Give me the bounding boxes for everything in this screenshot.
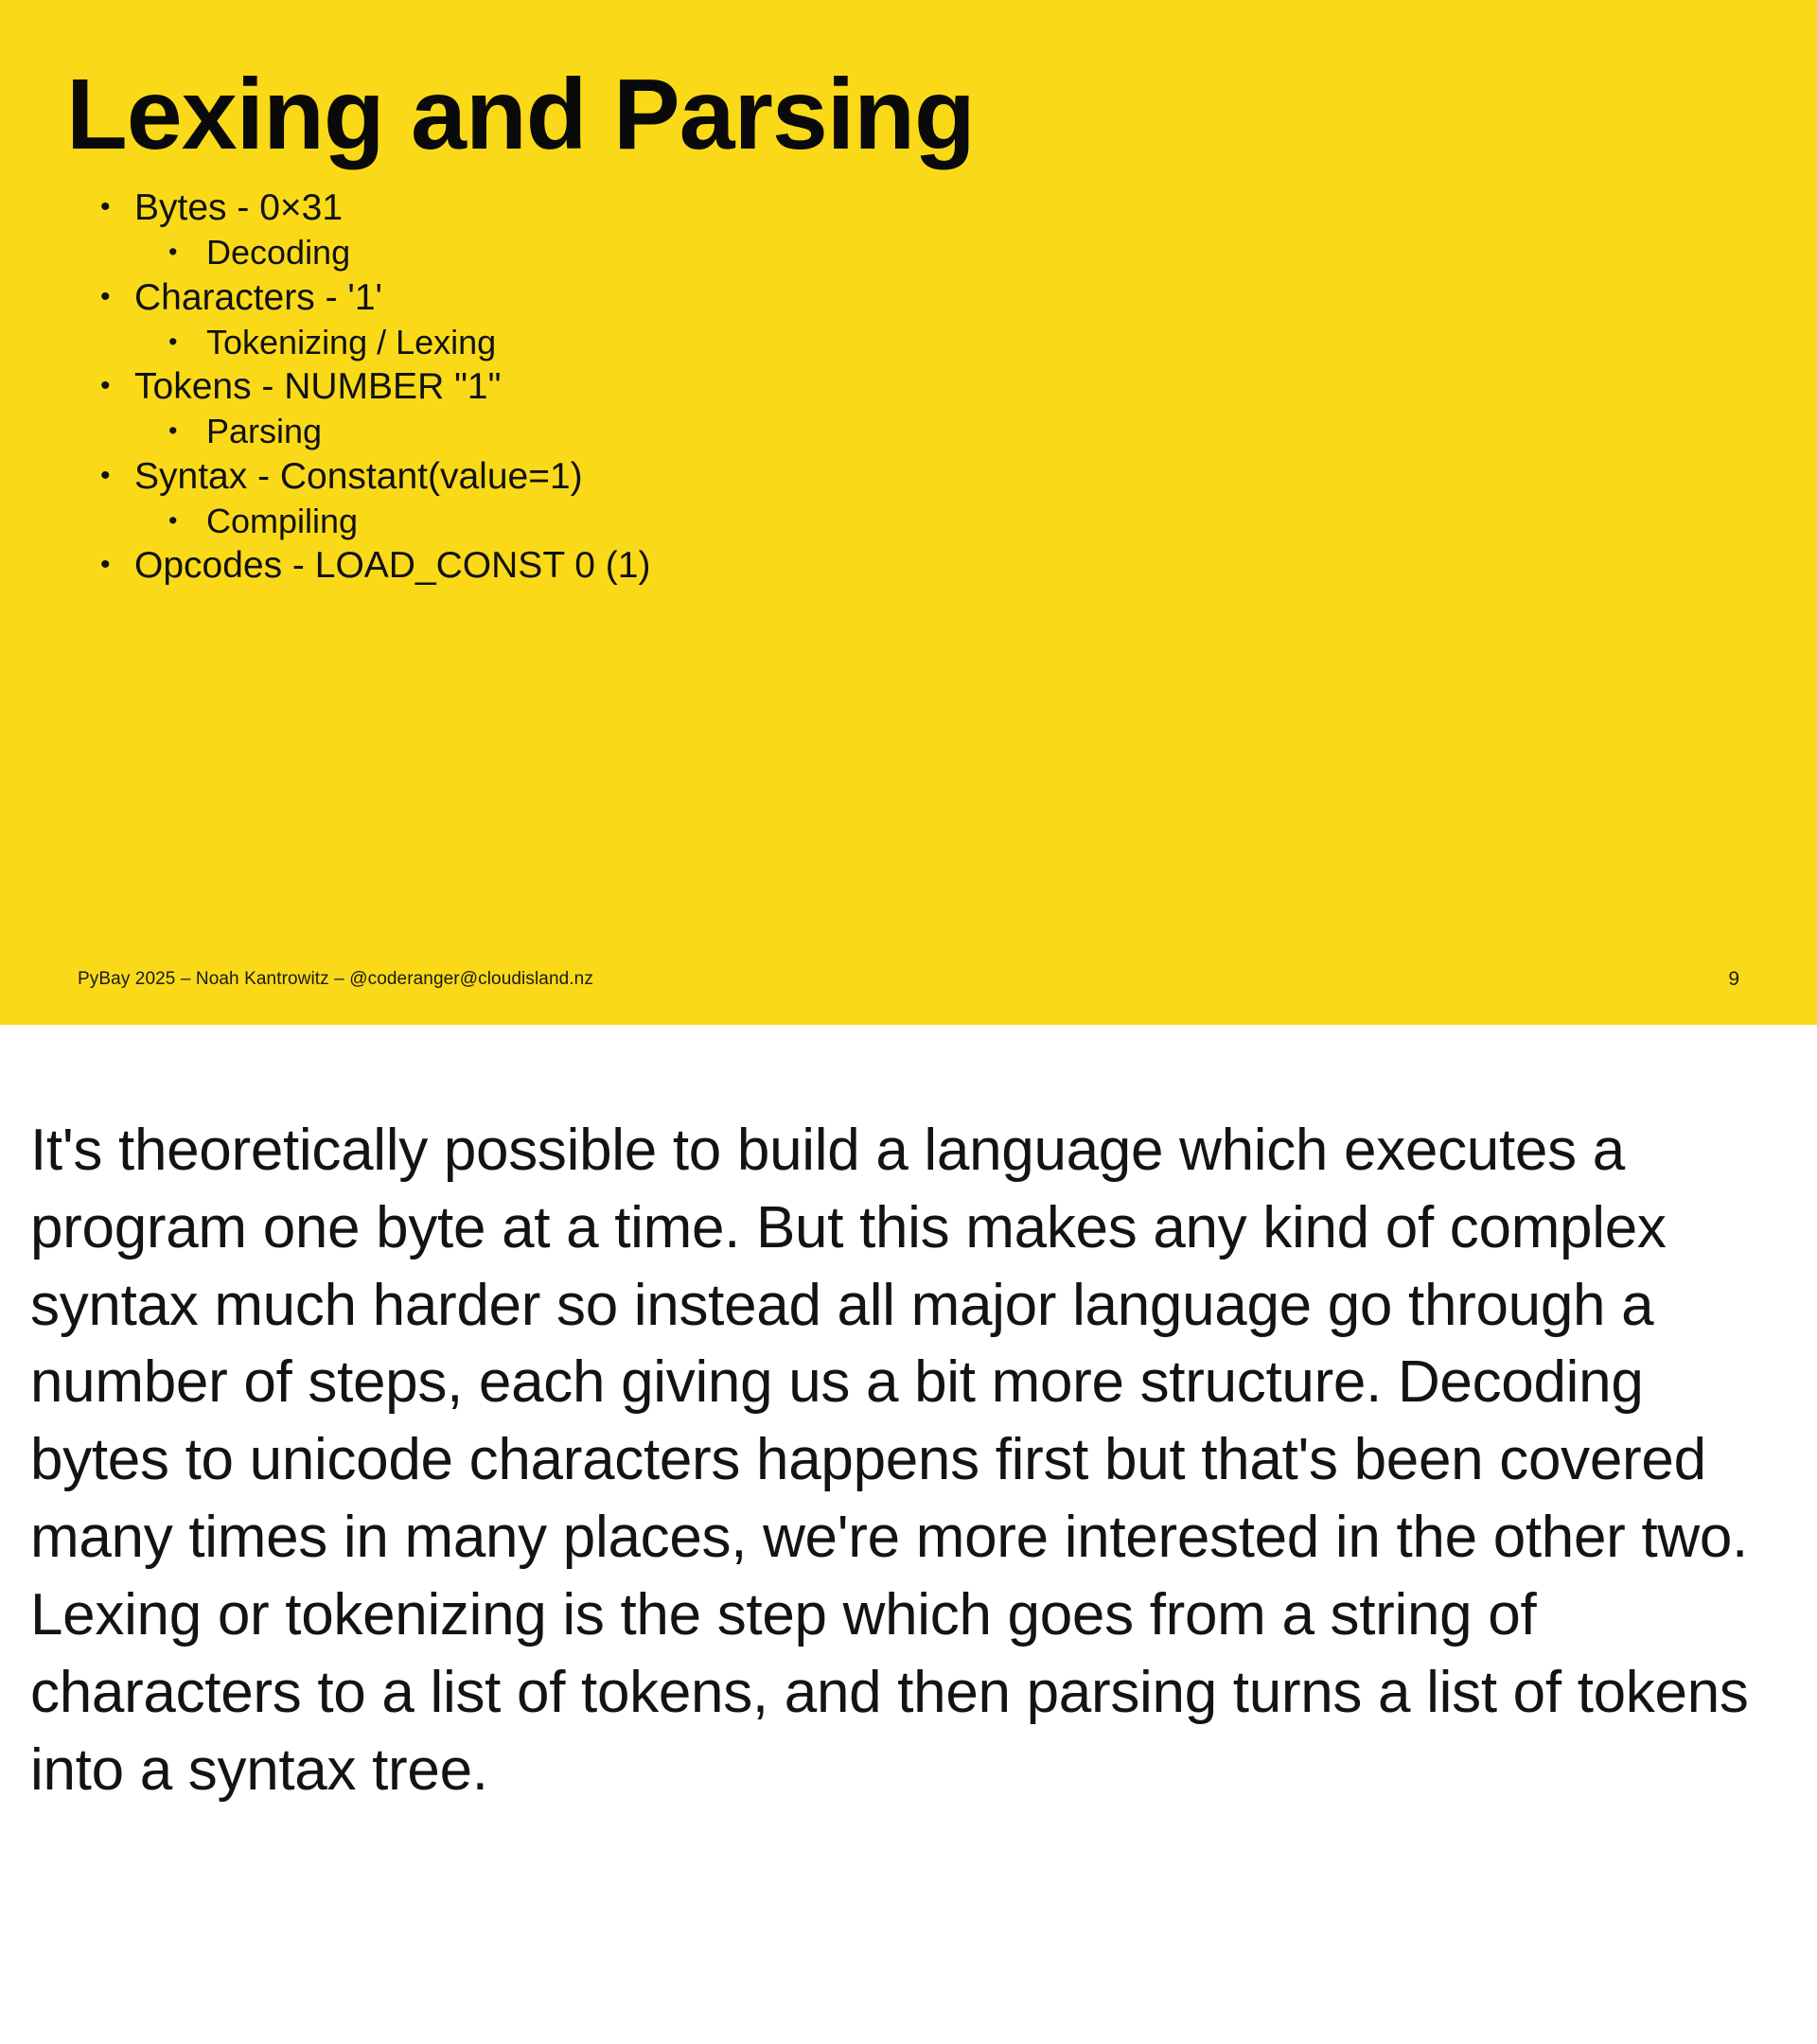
slide-bullet-list	[66, 185, 1751, 589]
bullet-item-sub: • Tokenizing / Lexing	[66, 321, 1751, 363]
slide-footer	[78, 968, 1739, 991]
bullet-item-sub: • Parsing	[66, 410, 1751, 452]
bullet-item: • Characters - '1'	[66, 274, 1751, 321]
bullet-item: • Bytes - 0×31	[66, 185, 1751, 231]
slide-title: Lexing and Parsing	[66, 59, 975, 170]
slide-page-number: 9	[1728, 968, 1739, 990]
bullet-item: • Tokens - NUMBER "1"	[66, 363, 1751, 410]
bullet-item: • Opcodes - LOAD_CONST 0 (1)	[66, 542, 1751, 589]
bullet-item-sub: • Compiling	[66, 500, 1751, 542]
bullet-item-sub: • Decoding	[66, 231, 1751, 273]
footer-credit: PyBay 2025 – Noah Kantrowitz – @coderanger@cloudisland.nz	[78, 969, 593, 989]
transcript-section	[0, 1025, 1817, 1865]
transcript-body: It's theoretically possible to build a language which executes a program one byte at a time. But this makes any kind of complex syntax much harder so instead all major language go through a number of steps, each giving us a bit more structure. Decoding bytes to unicode characters happens first but that's been covered many times in many places, we're more interested in the other two. Lexing or tokenizing is the step which goes from a string of characters to a list of tokens, and then parsing turns a list of tokens into a syntax tree.	[30, 1118, 1749, 1803]
bullet-item: • Syntax - Constant(value=1)	[66, 453, 1751, 500]
